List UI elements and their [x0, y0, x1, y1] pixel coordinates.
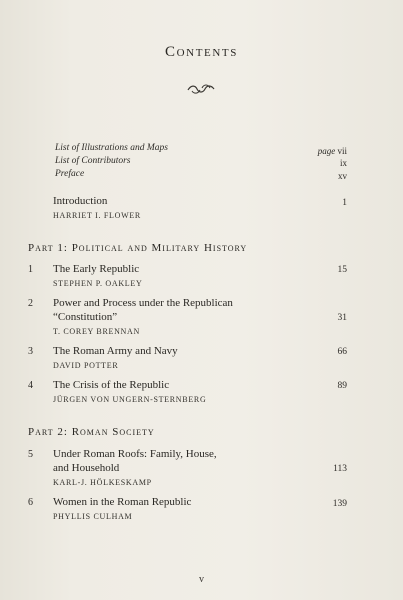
- intro-page: 1: [342, 198, 347, 208]
- chapter-5-number: 5: [28, 449, 33, 460]
- front-matter-contributors: List of Contributors: [55, 156, 131, 166]
- intro-author: HARRIET I. FLOWER: [53, 211, 141, 220]
- chapter-3-title: The Roman Army and Navy: [53, 345, 178, 357]
- front-matter-preface-page: xv: [338, 171, 347, 181]
- intro-title: Introduction: [53, 195, 108, 207]
- front-matter-contributors-page: ix: [339, 158, 347, 168]
- page-prefix-label: page: [317, 146, 336, 156]
- front-matter-illustrations: List of Illustrations and Maps: [55, 143, 168, 153]
- chapter-1-title: The Early Republic: [53, 263, 140, 275]
- chapter-6-author: PHYLLIS CULHAM: [53, 512, 133, 521]
- fleuron-ornament-icon: [186, 82, 216, 100]
- page-folio: v: [199, 574, 204, 585]
- chapter-2-title-line-2: “Constitution”: [53, 311, 118, 323]
- chapter-2-number: 2: [28, 298, 33, 309]
- chapter-2-author: T. COREY BRENNAN: [53, 327, 140, 336]
- chapter-3-number: 3: [28, 346, 33, 357]
- page-title: Contents: [165, 44, 238, 60]
- chapter-1-page: 15: [337, 265, 347, 275]
- chapter-1-author: STEPHEN P. OAKLEY: [53, 279, 143, 288]
- chapter-5-title-line-1: Under Roman Roofs: Family, House,: [53, 448, 217, 460]
- chapter-6-number: 6: [28, 497, 33, 508]
- chapter-4-author: JÜRGEN VON UNGERN-STERNBERG: [53, 395, 207, 404]
- chapter-5-title-line-2: and Household: [53, 462, 120, 474]
- front-matter-illustrations-page: [318, 146, 347, 156]
- chapter-2-page: 31: [337, 313, 347, 323]
- chapter-3-author: DAVID POTTER: [53, 361, 119, 370]
- page-number: vii: [337, 146, 347, 156]
- chapter-6-page: 139: [332, 499, 347, 509]
- chapter-4-title: The Crisis of the Republic: [53, 379, 170, 391]
- chapter-5-author: KARL-J. HÖLKESKAMP: [53, 478, 152, 487]
- chapter-1-number: 1: [28, 264, 33, 275]
- chapter-5-page: 113: [333, 464, 347, 474]
- chapter-4-page: 89: [337, 381, 347, 391]
- part-1-heading: Part 1: Political and Military History: [28, 242, 248, 254]
- chapter-4-number: 4: [28, 380, 33, 391]
- chapter-6-title: Women in the Roman Republic: [53, 496, 192, 508]
- chapter-3-page: 66: [337, 347, 347, 357]
- chapter-2-title-line-1: Power and Process under the Republican: [53, 297, 233, 309]
- front-matter-preface: Preface: [55, 169, 85, 179]
- part-2-heading: Part 2: Roman Society: [28, 426, 155, 438]
